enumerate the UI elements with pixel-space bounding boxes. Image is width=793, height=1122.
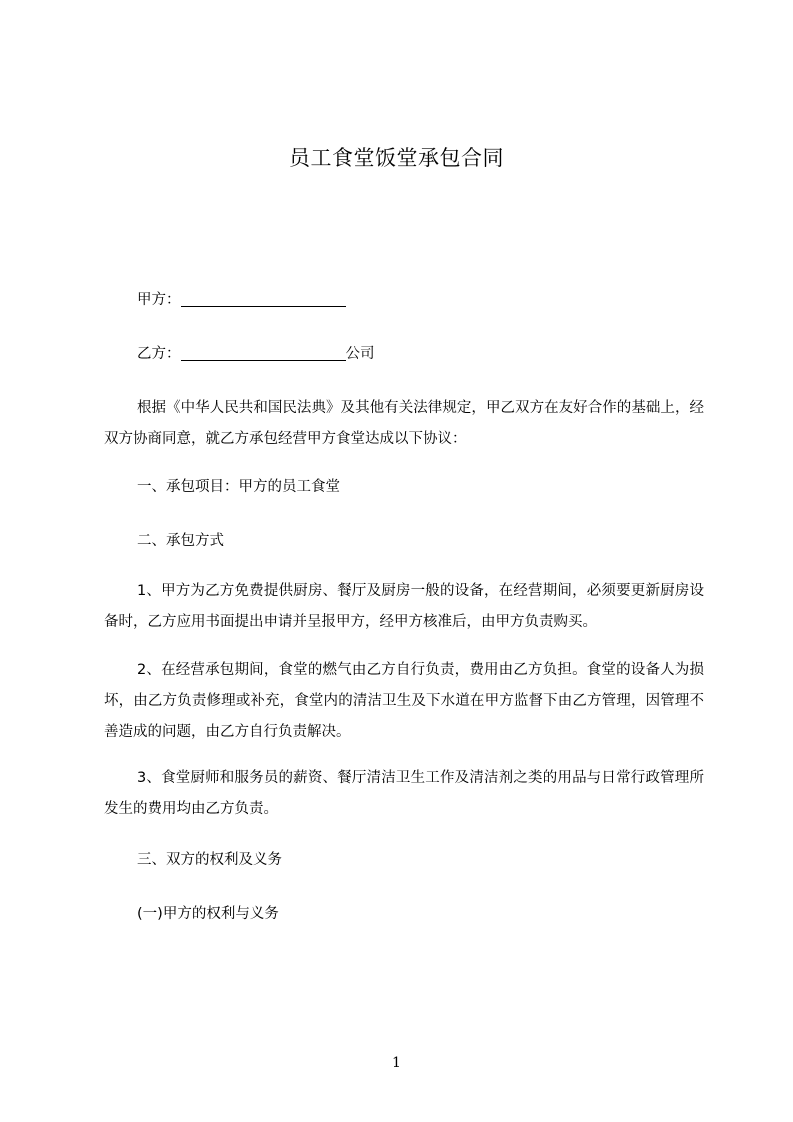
party-a-label: 甲方： xyxy=(137,292,181,308)
party-b-blank xyxy=(181,344,346,361)
preamble-paragraph: 根据《中华人民共和国民法典》及其他有关法律规定，甲乙双方在友好合作的基础上，经双方协商同意，就乙方承包经营甲方食堂达成以下协议： xyxy=(104,400,704,447)
section-3-heading: 三、双方的权利及义务 xyxy=(137,852,282,868)
item-1-paragraph: 1、甲方为乙方免费提供厨房、餐厅及厨房一般的设备，在经营期间，必须要更新厨房设备时，乙方应用书面提出申请并呈报甲方，经甲方核准后，由甲方负责购买。 xyxy=(104,583,704,630)
party-a-blank xyxy=(181,290,346,307)
section-1-heading: 一、承包项目：甲方的员工食堂 xyxy=(137,479,340,495)
section-2-heading: 二、承包方式 xyxy=(137,533,224,549)
party-b-suffix: 公司 xyxy=(345,346,375,362)
item-2-paragraph: 2、在经营承包期间，食堂的燃气由乙方自行负责，费用由乙方负担。食堂的设备人为损坏，由乙方负责修理或补充，食堂内的清洁卫生及下水道在甲方监督下由乙方管理，因管理不善造成的问题，由乙方自行负责解决。 xyxy=(104,662,704,740)
subsection-1-heading: (一)甲方的权利与义务 xyxy=(137,906,279,922)
item-3-paragraph: 3、食堂厨师和服务员的薪资、餐厅清洁卫生工作及清洁剂之类的用品与日常行政管理所发生的费用均由乙方负责。 xyxy=(104,770,704,817)
page-number: 1 xyxy=(392,1055,401,1071)
party-b-label: 乙方： xyxy=(137,346,181,362)
document-title: 员工食堂饭堂承包合同 xyxy=(289,146,504,170)
party-b-line xyxy=(104,339,737,370)
party-a-line xyxy=(104,285,737,316)
